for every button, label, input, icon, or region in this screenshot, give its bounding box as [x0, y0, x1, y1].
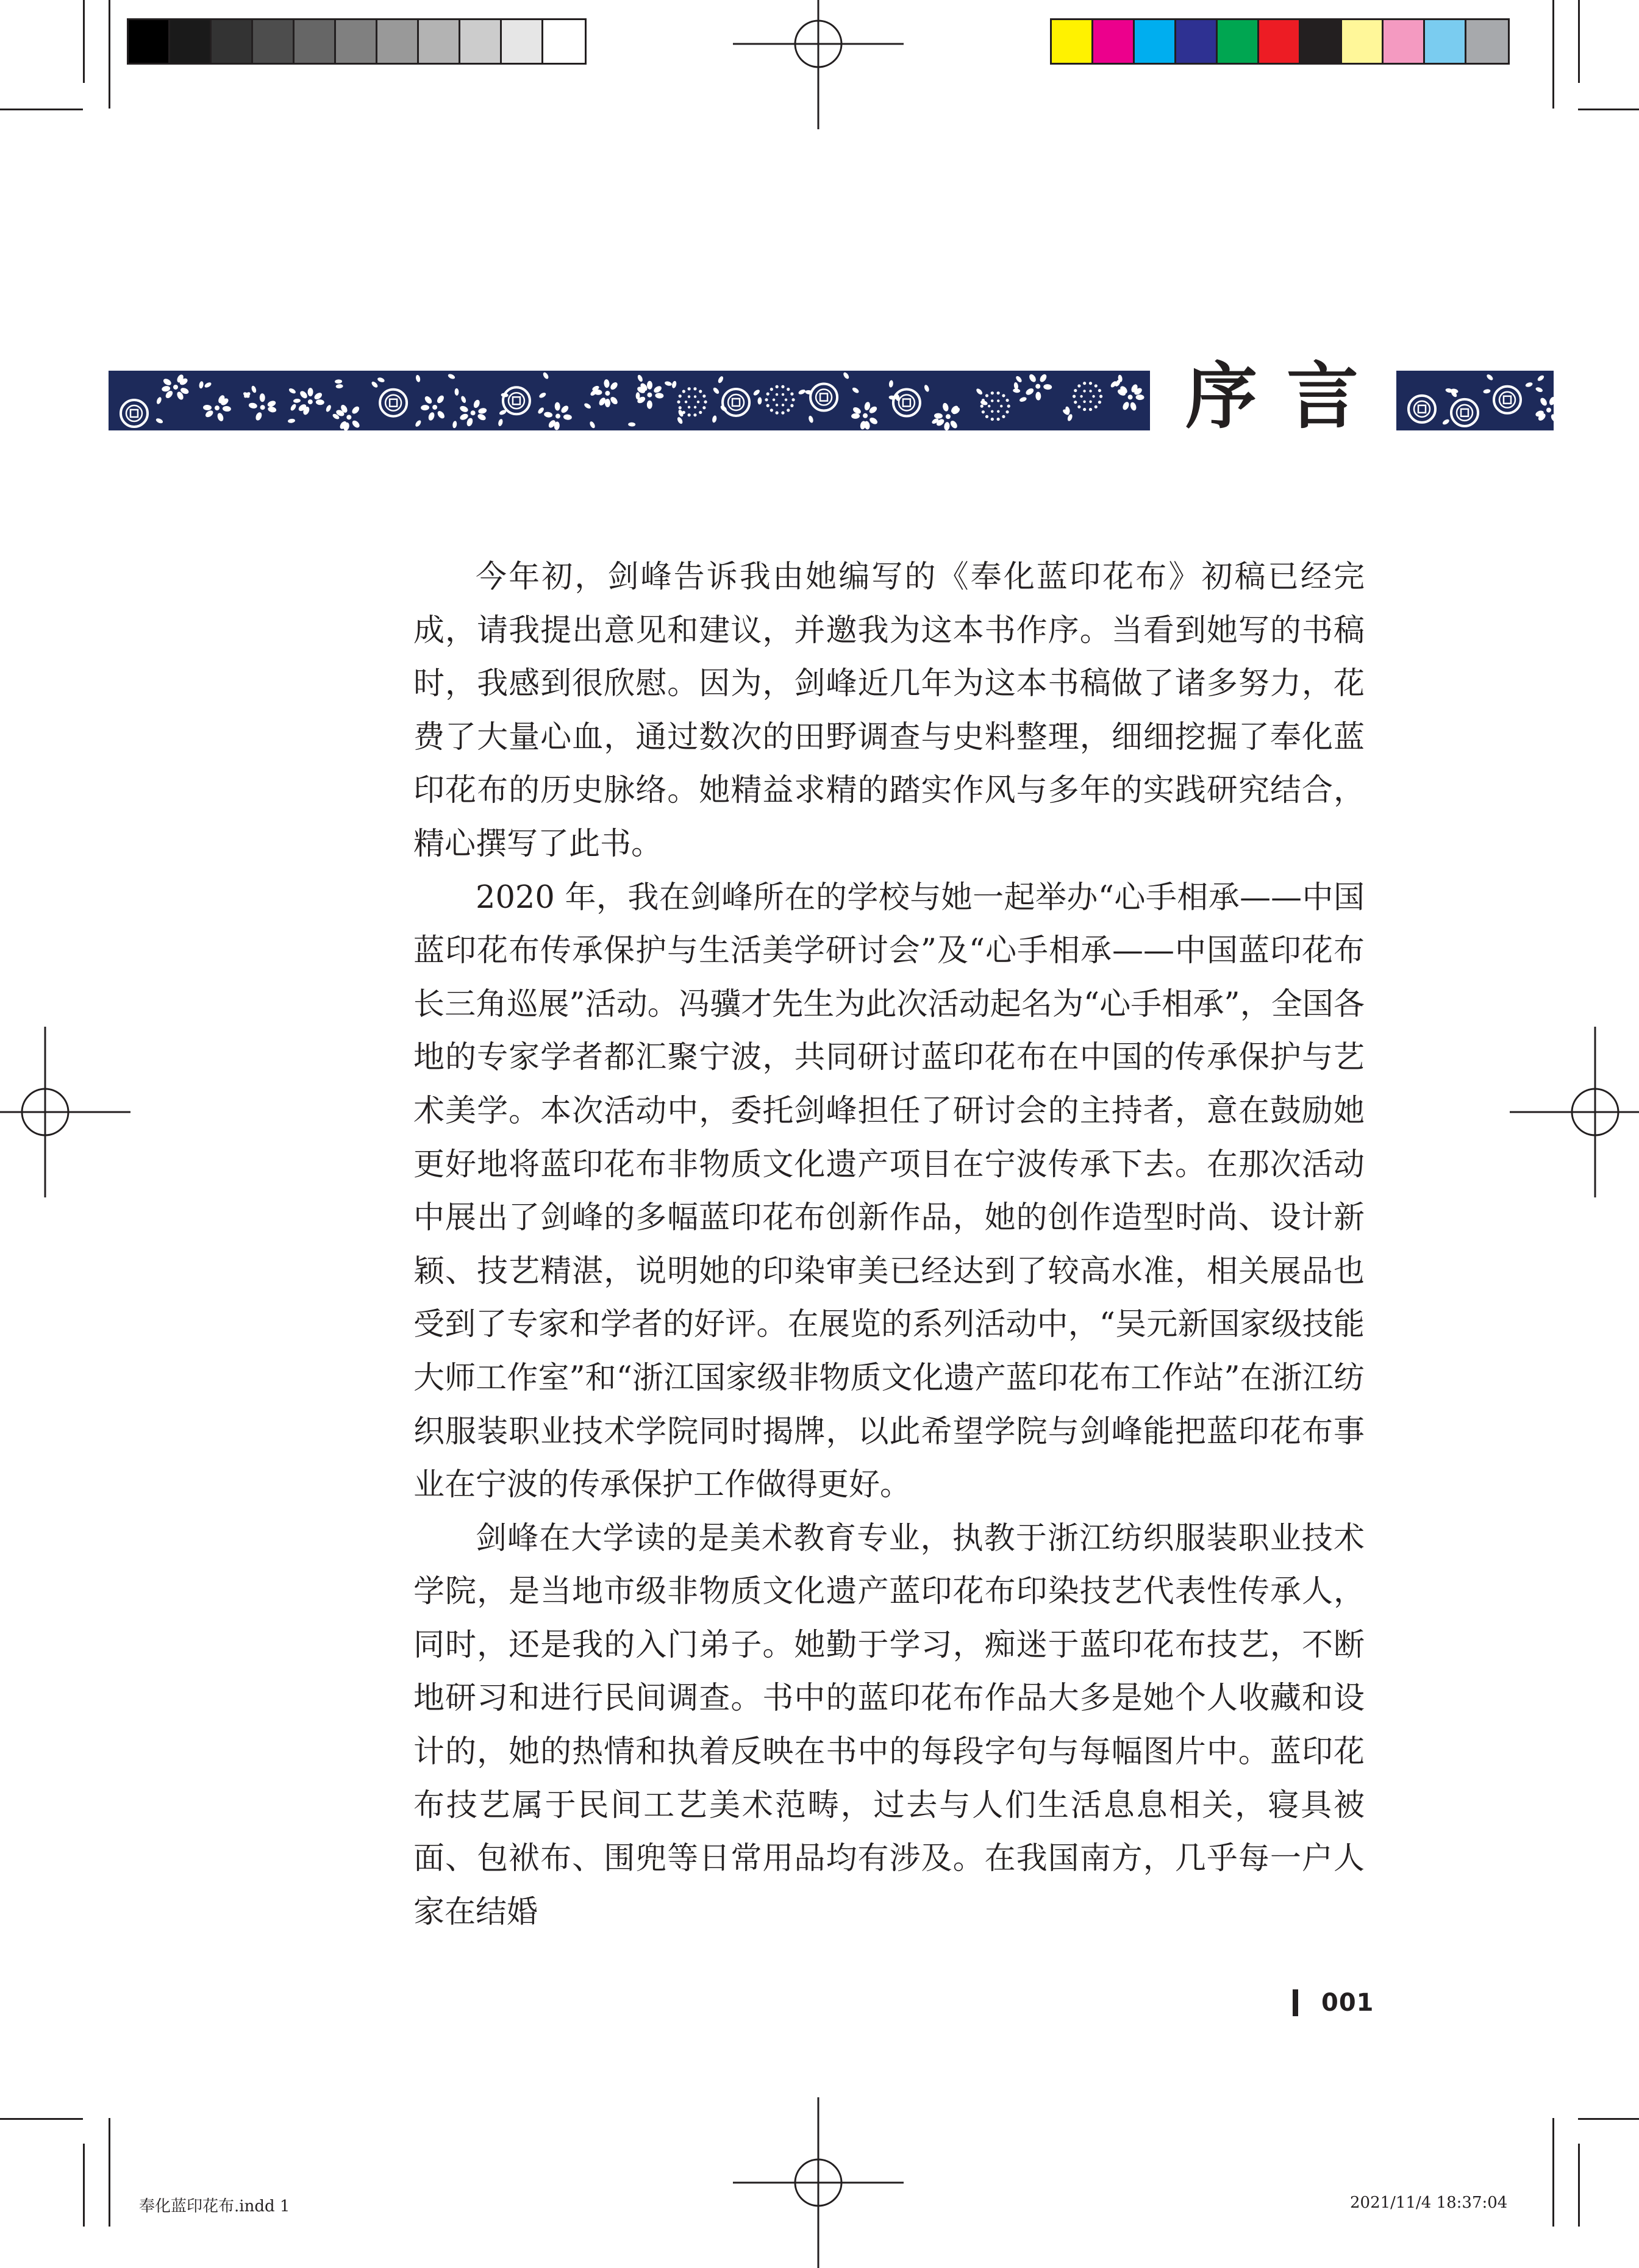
- color-swatch: [1342, 20, 1384, 63]
- preface-body: [413, 551, 1365, 1939]
- grayscale-swatch: [129, 20, 170, 63]
- grayscale-swatch: [170, 20, 212, 63]
- grayscale-swatch: [377, 20, 419, 63]
- grayscale-swatch: [543, 20, 585, 63]
- color-swatch: [1425, 20, 1466, 63]
- registration-mark-top: [733, 0, 904, 129]
- color-swatch: [1259, 20, 1301, 63]
- crop-mark-top-left-vertical: [109, 0, 110, 109]
- color-swatch: [1135, 20, 1176, 63]
- grayscale-swatch: [212, 20, 253, 63]
- registration-mark-bottom: [733, 2097, 904, 2268]
- grayscale-swatch: [502, 20, 543, 63]
- crop-mark-top-left-horizontal: [0, 109, 83, 110]
- chapter-title: 序言: [1185, 354, 1388, 438]
- color-calibration-bar: [1050, 18, 1510, 65]
- crop-mark-bottom-left-vertical: [109, 2118, 110, 2227]
- crop-mark-bottom-right-horizontal: [1578, 2118, 1639, 2120]
- color-swatch: [1093, 20, 1135, 63]
- page-number: 001: [1321, 1989, 1374, 2017]
- paragraph: 2020 年，我在剑峰所在的学校与她一起举办“心手相承——中国蓝印花布传承保护与生活美学研讨会”及“心手相承——中国蓝印花布长三角巡展”活动。冯骥才先生为此次活动起名为“心手相承”，全国各地的专家学者都汇聚宁波，共同研讨蓝印花布在中国的传承保护与艺术美学。本次活动中，委托剑峰担任了研讨会的主持者，意在鼓励她更好地将蓝印花布非物质文化遗产项目在宁波传承下去。在那次活动中展出了剑峰的多幅蓝印花布创新作品，她的创作造型时尚、设计新颖、技艺精湛，说明她的印染审美已经达到了较高水准，相关展品也受到了专家和学者的好评。在展览的系列活动中，“吴元新国家级技能大师工作室”和“浙江国家级非物质文化遗产蓝印花布工作站”在浙江纺织服装职业技术学院同时揭牌，以此希望学院与剑峰能把蓝印花布事业在宁波的传承保护工作做得更好。: [413, 879, 1365, 1503]
- crop-mark-bottom-right-vertical: [1552, 2118, 1554, 2227]
- grayscale-swatch: [295, 20, 336, 63]
- color-swatch: [1466, 20, 1508, 63]
- registration-mark-left: [0, 1027, 130, 1197]
- color-swatch: [1052, 20, 1093, 63]
- paragraph: 今年初，剑峰告诉我由她编写的《奉化蓝印花布》初稿已经完成，请我提出意见和建议，并邀我为这本书作序。当看到她写的书稿时，我感到很欣慰。因为，剑峰近几年为这本书稿做了诸多努力，花费了大量心血，通过数次的田野调查与史料整理，细细挖掘了奉化蓝印花布的历史脉络。她精益求精的踏实作风与多年的实践研究结合，精心撰写了此书。: [413, 559, 1365, 862]
- color-swatch: [1384, 20, 1425, 63]
- paragraph: 剑峰在大学读的是美术教育专业，执教于浙江纺织服装职业技术学院，是当地市级非物质文化遗产蓝印花布印染技艺代表性传承人，同时，还是我的入门弟子。她勤于学习，痴迷于蓝印花布技艺，不断地研习和进行民间调查。书中的蓝印花布作品大多是她个人收藏和设计的，她的热情和执着反映在书中的每段字句与每幅图片中。蓝印花布技艺属于民间工艺美术范畴，过去与人们生活息息相关，寝具被面、包袱布、围兜等日常用品均有涉及。在我国南方，几乎每一户人家在结婚: [413, 1520, 1365, 1930]
- grayscale-swatch: [460, 20, 502, 63]
- crop-mark-bottom-right-outer: [1578, 2144, 1580, 2227]
- grayscale-swatch: [336, 20, 377, 63]
- color-swatch: [1176, 20, 1218, 63]
- folio-bar: [1293, 1989, 1298, 2016]
- folio: [1293, 1984, 1374, 2021]
- slug-file-name: 奉化蓝印花布.indd 1: [139, 2197, 290, 2216]
- crop-mark-top-right-outer: [1578, 0, 1580, 83]
- color-swatch: [1301, 20, 1342, 63]
- crop-mark-top-right-horizontal: [1578, 109, 1639, 110]
- registration-mark-right: [1510, 1027, 1639, 1197]
- crop-mark-top-left-outer: [83, 0, 85, 83]
- grayscale-swatch: [419, 20, 460, 63]
- crop-mark-top-right-vertical: [1552, 0, 1554, 109]
- title-band-left: [109, 371, 1150, 430]
- crop-mark-bottom-left-horizontal: [0, 2118, 83, 2120]
- crop-mark-bottom-left-outer: [83, 2144, 85, 2227]
- grayscale-calibration-bar: [127, 18, 587, 65]
- grayscale-swatch: [253, 20, 295, 63]
- slug-timestamp: 2021/11/4 18:37:04: [1350, 2194, 1508, 2212]
- color-swatch: [1218, 20, 1259, 63]
- title-band-right: [1396, 371, 1554, 430]
